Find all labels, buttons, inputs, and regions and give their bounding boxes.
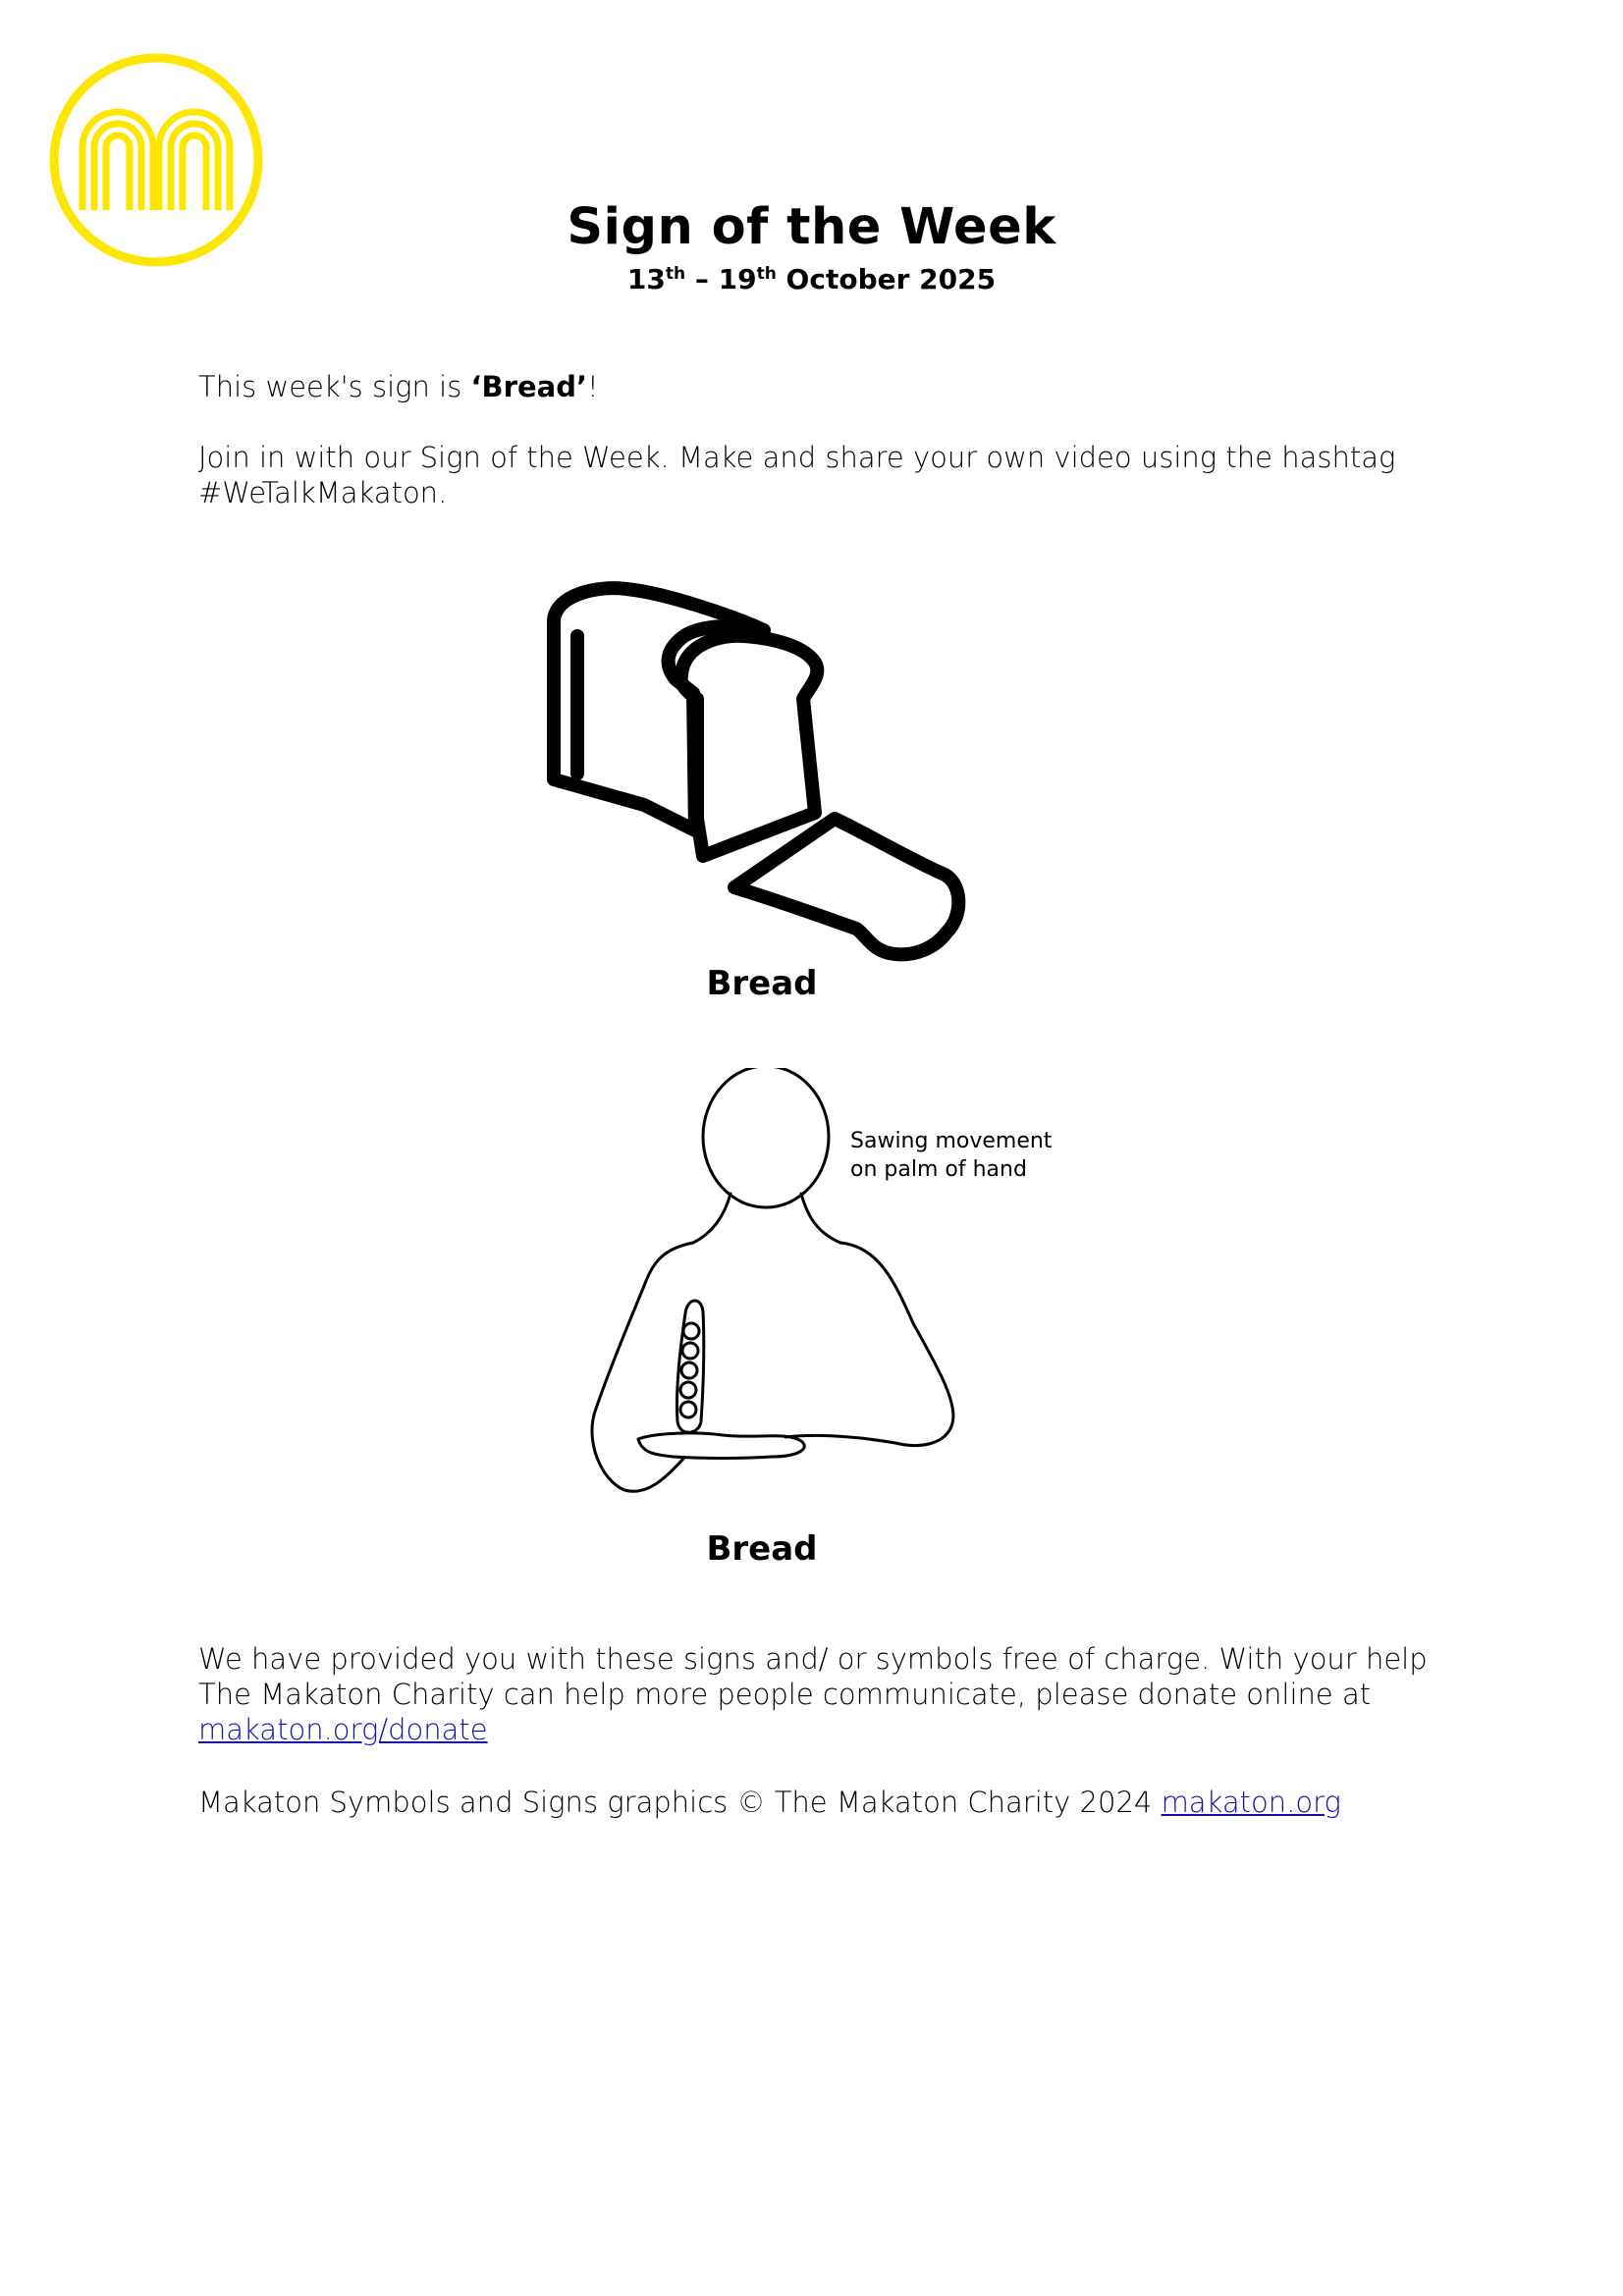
date-range: 13th – 19th October 2025 [626, 263, 997, 295]
copyright-text: Makaton Symbols and Signs graphics © The Makaton Charity 2024 makaton.org [198, 1786, 1341, 1819]
join-text: Join in with our Sign of the Week. Make and share your own video using the hashtag #WeTalkMakaton. [198, 441, 1396, 509]
donate-link[interactable]: makaton.org/donate [198, 1713, 488, 1746]
donate-text: We have provided you with these signs and/ or symbols free of charge. With your help The Makaton Charity can help more people communicate, please donate online at makaton.org/donate [198, 1642, 1428, 1746]
page-title: Sign of the Week [567, 198, 1056, 256]
bread-loaf-symbol-icon [538, 577, 980, 966]
sign-caption: Bread [706, 1529, 818, 1569]
intro-text: This week's sign is ‘Bread’! [198, 370, 599, 403]
symbol-caption: Bread [706, 964, 818, 1003]
sign-word: ‘Bread’ [470, 370, 587, 403]
makaton-org-link[interactable]: makaton.org [1161, 1786, 1341, 1819]
sign-instruction-note: Sawing movement on palm of hand [850, 1129, 1053, 1182]
